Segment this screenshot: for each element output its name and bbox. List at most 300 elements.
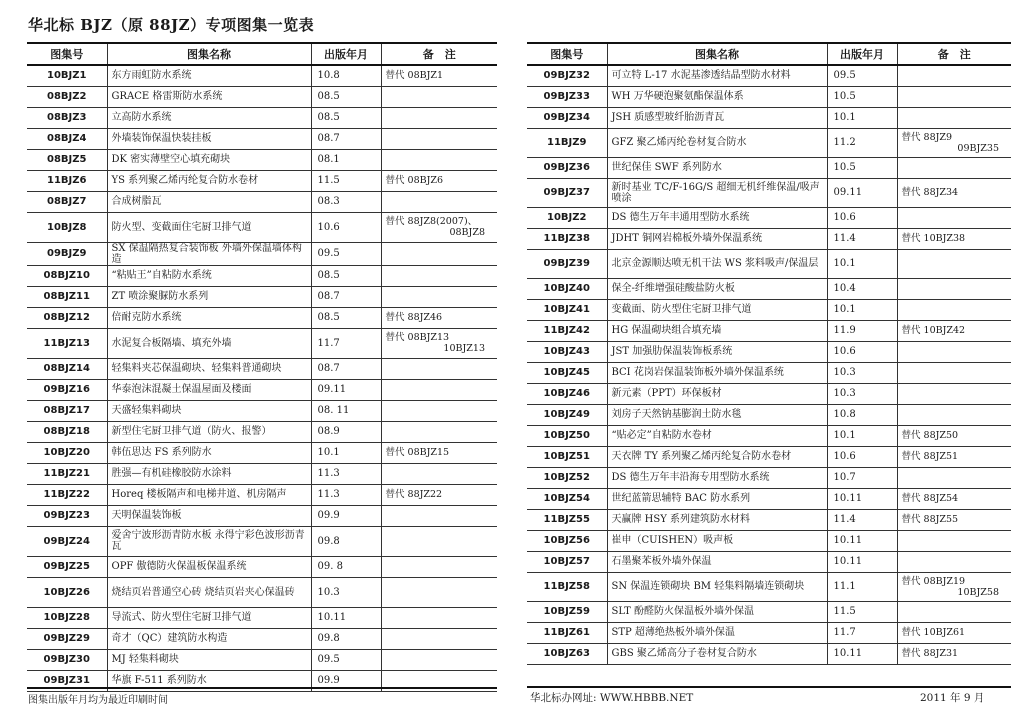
atlas-code: 11BJZ61 — [527, 622, 607, 643]
remark-line: 替代 88JZ46 — [385, 312, 443, 323]
atlas-code: 08BJZ12 — [27, 307, 107, 328]
table-row — [27, 421, 497, 442]
atlas-name: 北京金源顺达喷无机干法 WS 浆料吸声/保温层 — [607, 249, 827, 278]
publish-date: 09.5 — [311, 242, 381, 265]
remark — [381, 170, 497, 191]
remark — [897, 249, 1011, 278]
remark — [381, 484, 497, 505]
remark — [897, 446, 1011, 467]
remark-line: 替代 08BJZ15 — [385, 447, 450, 458]
remark-line: 替代 08BJZ13 — [385, 332, 450, 343]
atlas-name: 华泰泡沫混凝土保温屋面及楼面 — [107, 379, 311, 400]
left-table-body — [27, 65, 497, 691]
table-row — [27, 170, 497, 191]
publish-date: 09.11 — [311, 379, 381, 400]
remark — [897, 530, 1011, 551]
table-row — [527, 622, 1011, 643]
atlas-code: 10BJZ26 — [27, 577, 107, 607]
remark-line: 替代 88JZ51 — [901, 451, 959, 462]
atlas-code: 11BJZ58 — [527, 572, 607, 601]
table-row — [27, 242, 497, 265]
atlas-name: 刘房子天然钠基膨润土防水毯 — [607, 404, 827, 425]
table-row — [527, 643, 1011, 664]
atlas-code: 11BJZ42 — [527, 320, 607, 341]
atlas-code: 10BJZ49 — [527, 404, 607, 425]
atlas-code: 09BJZ30 — [27, 649, 107, 670]
atlas-name: 世纪保佳 SWF 系列防水 — [607, 157, 827, 178]
atlas-name: 可立特 L-17 水泥基渗透结晶型防水材料 — [607, 65, 827, 86]
remark — [897, 488, 1011, 509]
remark — [381, 421, 497, 442]
atlas-name: 倍耐克防水系统 — [107, 307, 311, 328]
remark — [897, 509, 1011, 530]
remark — [897, 467, 1011, 488]
table-row — [27, 442, 497, 463]
remark-line: 替代 88JZ54 — [901, 493, 959, 504]
atlas-code: 10BJZ56 — [527, 530, 607, 551]
remark — [381, 265, 497, 286]
table-header-row — [27, 43, 497, 65]
atlas-name: MJ 轻集料砌块 — [107, 649, 311, 670]
atlas-name: 烧结页岩普通空心砖 烧结页岩夹心保温砖 — [107, 577, 311, 607]
table-row — [27, 379, 497, 400]
table-row — [27, 86, 497, 107]
remark — [381, 400, 497, 421]
atlas-name: 新元素（PPT）环保板材 — [607, 383, 827, 404]
atlas-name: 天盛轻集料砌块 — [107, 400, 311, 421]
publish-date: 09.9 — [311, 505, 381, 526]
atlas-code: 09BJZ33 — [527, 86, 607, 107]
right-atlas-table — [527, 42, 1011, 665]
table-row — [27, 463, 497, 484]
atlas-code: 11BJZ13 — [27, 328, 107, 358]
remark-line: 替代 08BJZ6 — [385, 175, 444, 186]
atlas-code: 08BJZ3 — [27, 107, 107, 128]
remark — [897, 341, 1011, 362]
atlas-code: 10BJZ57 — [527, 551, 607, 572]
remark — [897, 572, 1011, 601]
atlas-name: 天赢牌 HSY 系列建筑防水材料 — [607, 509, 827, 530]
remark — [381, 307, 497, 328]
atlas-code: 09BJZ39 — [527, 249, 607, 278]
atlas-name: STP 超薄绝热板外墙外保温 — [607, 622, 827, 643]
header-note: 备 注 — [381, 43, 497, 65]
atlas-name: SN 保温连锁砌块 BM 轻集料隔墙连锁砌块 — [607, 572, 827, 601]
atlas-code: 10BJZ40 — [527, 278, 607, 299]
table-row — [527, 551, 1011, 572]
publish-date: 10.6 — [311, 212, 381, 242]
remark — [897, 622, 1011, 643]
publish-date: 11.5 — [311, 170, 381, 191]
atlas-code: 11BJZ38 — [527, 228, 607, 249]
atlas-name: 新时基业 TC/F-16G/S 超细无机纤维保温/吸声喷涂 — [607, 178, 827, 207]
table-row — [527, 530, 1011, 551]
atlas-code: 09BJZ24 — [27, 526, 107, 556]
remark — [381, 379, 497, 400]
atlas-name: GBS 聚乙烯高分子卷材复合防水 — [607, 643, 827, 664]
table-row — [527, 572, 1011, 601]
remark-line: 替代 10BJZ61 — [901, 627, 966, 638]
atlas-name: YS 系列聚乙烯丙纶复合防水卷材 — [107, 170, 311, 191]
remark — [381, 649, 497, 670]
remark-line: 替代 88JZ9 — [901, 131, 953, 143]
atlas-code: 10BJZ28 — [27, 607, 107, 628]
atlas-code: 10BJZ52 — [527, 467, 607, 488]
remark — [897, 128, 1011, 157]
atlas-code: 09BJZ36 — [527, 157, 607, 178]
publish-date: 09.5 — [827, 65, 897, 86]
atlas-name: 外墙装饰保温快装挂板 — [107, 128, 311, 149]
atlas-name: BCI 花岗岩保温装饰板外墙外保温系统 — [607, 362, 827, 383]
remark — [381, 358, 497, 379]
remark-line: 替代 88JZ22 — [385, 489, 443, 500]
table-row — [527, 128, 1011, 157]
header-year: 出版年月 — [827, 43, 897, 65]
page-title: 华北标 BJZ（原 88JZ）专项图集一览表 — [28, 16, 315, 34]
table-row — [527, 299, 1011, 320]
footer-date: 2011 年 9 月 — [920, 692, 985, 704]
atlas-code: 09BJZ23 — [27, 505, 107, 526]
table-row — [27, 65, 497, 86]
atlas-name: 立高防水系统 — [107, 107, 311, 128]
remark — [897, 107, 1011, 128]
publish-date: 08.5 — [311, 107, 381, 128]
publish-date: 11.4 — [827, 509, 897, 530]
atlas-name: GRACE 格雷斯防水系统 — [107, 86, 311, 107]
atlas-code: 08BJZ11 — [27, 286, 107, 307]
atlas-name: 防火型、变截面住宅厨卫排气道 — [107, 212, 311, 242]
atlas-name: 爱舍宁波形沥青防水板 永得宁彩色波形沥青瓦 — [107, 526, 311, 556]
remark — [381, 628, 497, 649]
left-bottom-rule — [27, 687, 497, 689]
atlas-code: 08BJZ4 — [27, 128, 107, 149]
atlas-name: JDHT 铜网岩棉板外墙外保温系统 — [607, 228, 827, 249]
atlas-name: DK 密实薄壁空心填充砌块 — [107, 149, 311, 170]
publish-date: 08.1 — [311, 149, 381, 170]
table-row — [27, 505, 497, 526]
remark-line: 08BJZ8 — [449, 227, 485, 238]
table-row — [527, 509, 1011, 530]
remark — [381, 107, 497, 128]
atlas-code: 08BJZ7 — [27, 191, 107, 212]
publish-date: 10.11 — [311, 607, 381, 628]
publish-date: 10.6 — [827, 207, 897, 228]
atlas-name: 合成树脂瓦 — [107, 191, 311, 212]
remark — [897, 228, 1011, 249]
remark-line: 替代 10BJZ38 — [901, 233, 966, 244]
table-row — [527, 383, 1011, 404]
publish-date: 10.1 — [827, 425, 897, 446]
table-row — [527, 446, 1011, 467]
atlas-code: 11BJZ9 — [527, 128, 607, 157]
publish-date: 09.5 — [311, 649, 381, 670]
table-row — [527, 107, 1011, 128]
table-row — [27, 649, 497, 670]
atlas-code: 10BJZ54 — [527, 488, 607, 509]
table-row — [27, 484, 497, 505]
atlas-code: 08BJZ17 — [27, 400, 107, 421]
header-year: 出版年月 — [311, 43, 381, 65]
atlas-name: 崔申（CUISHEN）吸声板 — [607, 530, 827, 551]
remark — [897, 362, 1011, 383]
publish-date: 09.8 — [311, 526, 381, 556]
atlas-name: JST 加强肋保温装饰板系统 — [607, 341, 827, 362]
publish-date: 10.11 — [827, 530, 897, 551]
atlas-name: Horeq 楼板隔声和电梯井道、机房隔声 — [107, 484, 311, 505]
atlas-code: 11BJZ22 — [27, 484, 107, 505]
table-row — [527, 178, 1011, 207]
publish-date: 11.3 — [311, 463, 381, 484]
remark-line: 替代 08BJZ19 — [901, 575, 966, 587]
publish-date: 10.11 — [827, 488, 897, 509]
atlas-name: 奇才（QC）建筑防水构造 — [107, 628, 311, 649]
atlas-name: 天明保温装饰板 — [107, 505, 311, 526]
remark — [897, 601, 1011, 622]
publish-date: 10.8 — [311, 65, 381, 86]
atlas-name: “粘贴王”自粘防水系统 — [107, 265, 311, 286]
table-row — [27, 149, 497, 170]
atlas-code: 11BJZ21 — [27, 463, 107, 484]
publish-date: 10.11 — [827, 643, 897, 664]
atlas-code: 10BJZ43 — [527, 341, 607, 362]
remark-line: 替代 10BJZ42 — [901, 325, 966, 336]
remark — [381, 212, 497, 242]
table-row — [527, 341, 1011, 362]
remark — [381, 65, 497, 86]
atlas-code: 09BJZ34 — [527, 107, 607, 128]
atlas-name: SX 保温隔热复合装饰板 外墙外保温墙体构造 — [107, 242, 311, 265]
atlas-code: 10BJZ50 — [527, 425, 607, 446]
publish-date: 10.3 — [827, 383, 897, 404]
atlas-code: 10BJZ20 — [27, 442, 107, 463]
publish-date: 11.7 — [827, 622, 897, 643]
right-table-container — [527, 42, 1011, 665]
remark — [381, 607, 497, 628]
table-row — [27, 107, 497, 128]
publish-date: 10.5 — [827, 86, 897, 107]
table-row — [527, 601, 1011, 622]
atlas-code: 09BJZ9 — [27, 242, 107, 265]
atlas-code: 10BJZ46 — [527, 383, 607, 404]
publish-date: 10.3 — [311, 577, 381, 607]
remark — [897, 320, 1011, 341]
remark-line: 替代 88JZ31 — [901, 648, 959, 659]
remark — [897, 207, 1011, 228]
atlas-name: DS 德生万年丰通用型防水系统 — [607, 207, 827, 228]
table-row — [27, 358, 497, 379]
publish-date: 11.4 — [827, 228, 897, 249]
atlas-name: GFZ 聚乙烯丙纶卷材复合防水 — [607, 128, 827, 157]
atlas-code: 09BJZ31 — [27, 670, 107, 691]
table-row — [27, 628, 497, 649]
publish-date: 10.6 — [827, 446, 897, 467]
atlas-code: 09BJZ16 — [27, 379, 107, 400]
publish-date: 11.3 — [311, 484, 381, 505]
table-row — [527, 362, 1011, 383]
remark-line: 替代 88JZ8(2007)、 — [385, 216, 478, 227]
remark-line: 替代 88JZ55 — [901, 514, 959, 525]
remark — [381, 505, 497, 526]
table-row — [27, 526, 497, 556]
atlas-name: 水泥复合板隔墙、填充外墙 — [107, 328, 311, 358]
publish-date: 10.1 — [311, 442, 381, 463]
table-row — [527, 228, 1011, 249]
remark — [897, 383, 1011, 404]
table-row — [527, 467, 1011, 488]
right-table-body — [527, 65, 1011, 664]
publish-date: 08.7 — [311, 286, 381, 307]
publish-date: 08.7 — [311, 358, 381, 379]
header-name: 图集名称 — [607, 43, 827, 65]
remark — [381, 526, 497, 556]
publish-date: 10.3 — [827, 362, 897, 383]
header-code: 图集号 — [527, 43, 607, 65]
table-row — [527, 278, 1011, 299]
footer-print-note: 图集出版年月均为最近印刷时间 — [28, 695, 168, 706]
atlas-code: 08BJZ5 — [27, 149, 107, 170]
table-row — [527, 404, 1011, 425]
remark — [897, 178, 1011, 207]
table-row — [527, 86, 1011, 107]
publish-date: 11.9 — [827, 320, 897, 341]
publish-date: 11.7 — [311, 328, 381, 358]
remark-line: 10BJZ13 — [443, 343, 485, 354]
atlas-name: SLT 酚醛防火保温板外墙外保温 — [607, 601, 827, 622]
atlas-name: 天衣牌 TY 系列聚乙烯丙纶复合防水卷材 — [607, 446, 827, 467]
remark — [897, 86, 1011, 107]
footer-website[interactable]: 华北标办网址: WWW.HBBB.NET — [530, 692, 694, 704]
publish-date: 08.3 — [311, 191, 381, 212]
remark — [381, 286, 497, 307]
atlas-code: 10BJZ8 — [27, 212, 107, 242]
table-row — [27, 307, 497, 328]
remark-line: 替代 88JZ50 — [901, 430, 959, 441]
table-row — [527, 488, 1011, 509]
remark-line: 替代 08BJZ1 — [385, 70, 444, 82]
atlas-name: 胜强—有机硅橡胶防水涂料 — [107, 463, 311, 484]
remark — [897, 157, 1011, 178]
atlas-name: “贴必定”自粘防水卷材 — [607, 425, 827, 446]
publish-date: 10.7 — [827, 467, 897, 488]
publish-date: 08.5 — [311, 265, 381, 286]
publish-date: 10.4 — [827, 278, 897, 299]
atlas-code: 08BJZ14 — [27, 358, 107, 379]
atlas-name: 东方雨虹防水系统 — [107, 65, 311, 86]
atlas-code: 10BJZ2 — [527, 207, 607, 228]
atlas-name: OPF 傲德防火保温板保温系统 — [107, 556, 311, 577]
remark — [381, 149, 497, 170]
publish-date: 08.5 — [311, 86, 381, 107]
atlas-name: 华旗 F-511 系列防水 — [107, 670, 311, 691]
header-name: 图集名称 — [107, 43, 311, 65]
atlas-code: 10BJZ45 — [527, 362, 607, 383]
publish-date: 08. 11 — [311, 400, 381, 421]
atlas-name: WH 万华硬泡聚氨酯保温体系 — [607, 86, 827, 107]
publish-date: 09.9 — [311, 670, 381, 691]
atlas-name: 世纪蓝箭思辅特 BAC 防水系列 — [607, 488, 827, 509]
atlas-name: 韩伍思达 FS 系列防水 — [107, 442, 311, 463]
table-row — [27, 128, 497, 149]
publish-date: 10.1 — [827, 249, 897, 278]
atlas-name: 石墨聚苯板外墙外保温 — [607, 551, 827, 572]
publish-date: 08.7 — [311, 128, 381, 149]
table-row — [527, 249, 1011, 278]
atlas-code: 08BJZ10 — [27, 265, 107, 286]
atlas-code: 08BJZ2 — [27, 86, 107, 107]
table-header-row — [527, 43, 1011, 65]
atlas-name: 保全-纤维增强硅酸盐防火板 — [607, 278, 827, 299]
remark — [381, 328, 497, 358]
atlas-code: 11BJZ55 — [527, 509, 607, 530]
remark-line: 09BJZ35 — [957, 142, 999, 154]
publish-date: 11.2 — [827, 128, 897, 157]
atlas-name: ZT 喷涂聚脲防水系列 — [107, 286, 311, 307]
atlas-code: 10BJZ1 — [27, 65, 107, 86]
remark-line: 替代 88JZ34 — [901, 187, 959, 198]
atlas-name: HG 保温砌块组合填充墙 — [607, 320, 827, 341]
table-row — [27, 577, 497, 607]
atlas-name: JSH 质感型玻纤胎沥青瓦 — [607, 107, 827, 128]
table-row — [27, 286, 497, 307]
remark — [897, 643, 1011, 664]
left-atlas-table — [27, 42, 497, 692]
atlas-code: 09BJZ32 — [527, 65, 607, 86]
left-table-container — [27, 42, 497, 692]
atlas-code: 08BJZ18 — [27, 421, 107, 442]
remark — [897, 551, 1011, 572]
atlas-code: 10BJZ59 — [527, 601, 607, 622]
header-code: 图集号 — [27, 43, 107, 65]
table-row — [527, 207, 1011, 228]
publish-date: 11.1 — [827, 572, 897, 601]
publish-date: 10.8 — [827, 404, 897, 425]
remark — [897, 278, 1011, 299]
right-bottom-rule — [527, 686, 1011, 688]
remark — [381, 191, 497, 212]
atlas-name: DS 德生万年丰沿海专用型防水系统 — [607, 467, 827, 488]
atlas-code: 09BJZ29 — [27, 628, 107, 649]
remark — [381, 442, 497, 463]
remark — [381, 86, 497, 107]
atlas-code: 09BJZ25 — [27, 556, 107, 577]
remark — [897, 425, 1011, 446]
publish-date: 10.6 — [827, 341, 897, 362]
atlas-code: 10BJZ51 — [527, 446, 607, 467]
publish-date: 10.11 — [827, 551, 897, 572]
remark — [897, 299, 1011, 320]
atlas-name: 导流式、防火型住宅厨卫排气道 — [107, 607, 311, 628]
table-row — [27, 400, 497, 421]
publish-date: 10.1 — [827, 107, 897, 128]
remark — [381, 556, 497, 577]
atlas-code: 10BJZ63 — [527, 643, 607, 664]
publish-date: 09.8 — [311, 628, 381, 649]
atlas-code: 09BJZ37 — [527, 178, 607, 207]
atlas-code: 11BJZ6 — [27, 170, 107, 191]
publish-date: 08.9 — [311, 421, 381, 442]
table-row — [27, 328, 497, 358]
publish-date: 08.5 — [311, 307, 381, 328]
header-note: 备 注 — [897, 43, 1011, 65]
atlas-name: 轻集料夹芯保温砌块、轻集料普通砌块 — [107, 358, 311, 379]
remark — [381, 242, 497, 265]
atlas-name: 新型住宅厨卫排气道（防火、报警） — [107, 421, 311, 442]
remark — [897, 65, 1011, 86]
table-row — [27, 212, 497, 242]
publish-date: 09.11 — [827, 178, 897, 207]
table-row — [27, 556, 497, 577]
remark-line: 10BJZ58 — [957, 586, 999, 598]
